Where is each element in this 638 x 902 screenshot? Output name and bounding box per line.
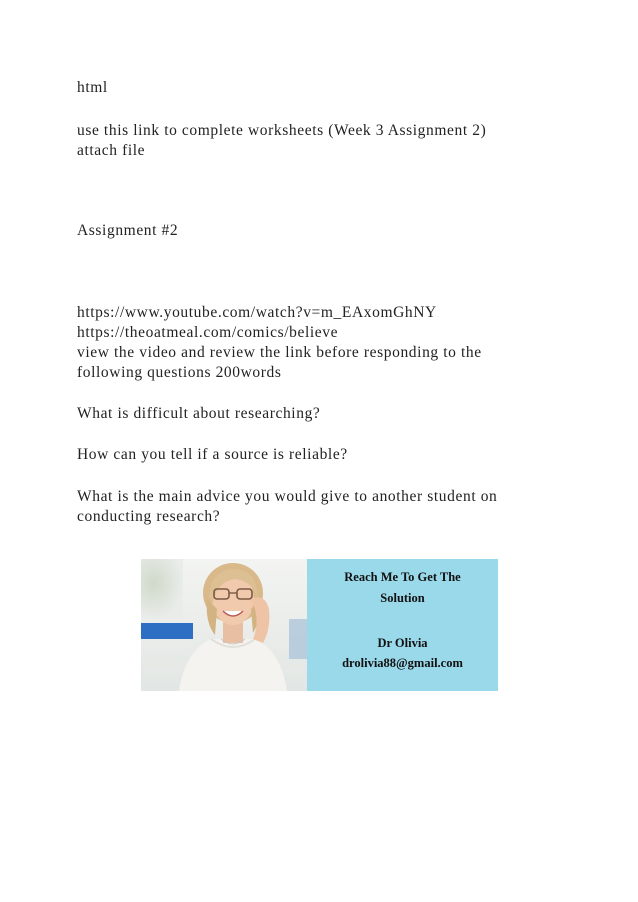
contact-name: Dr Olivia: [377, 636, 428, 650]
doc-line-following: following questions 200words: [77, 364, 282, 381]
person-illustration: [141, 559, 307, 691]
contact-email[interactable]: drolivia88@gmail.com: [342, 656, 463, 670]
woman-photo: [141, 559, 307, 691]
doc-link-oatmeal[interactable]: https://theoatmeal.com/comics/believe: [77, 324, 339, 341]
doc-line-html: html: [77, 79, 108, 96]
contact-heading-line1: Reach Me To Get The: [344, 570, 461, 584]
contact-heading-line2: Solution: [380, 591, 425, 605]
doc-question-1: What is difficult about researching?: [77, 405, 321, 422]
contact-banner: [141, 559, 498, 691]
contact-panel: [307, 559, 498, 691]
doc-question-3b: conducting research?: [77, 508, 221, 525]
doc-line-view-video: view the video and review the link before responding to the: [77, 344, 482, 361]
doc-line-assignment-title: Assignment #2: [77, 222, 179, 239]
doc-link-youtube[interactable]: https://www.youtube.com/watch?v=m_EAxomGhNY: [77, 304, 437, 321]
doc-question-3a: What is the main advice you would give to another student on: [77, 488, 498, 505]
doc-line-attach: attach file: [77, 142, 146, 159]
doc-question-2: How can you tell if a source is reliable?: [77, 446, 348, 463]
doc-line-instruction: use this link to complete worksheets (Week 3 Assignment 2): [77, 122, 487, 139]
